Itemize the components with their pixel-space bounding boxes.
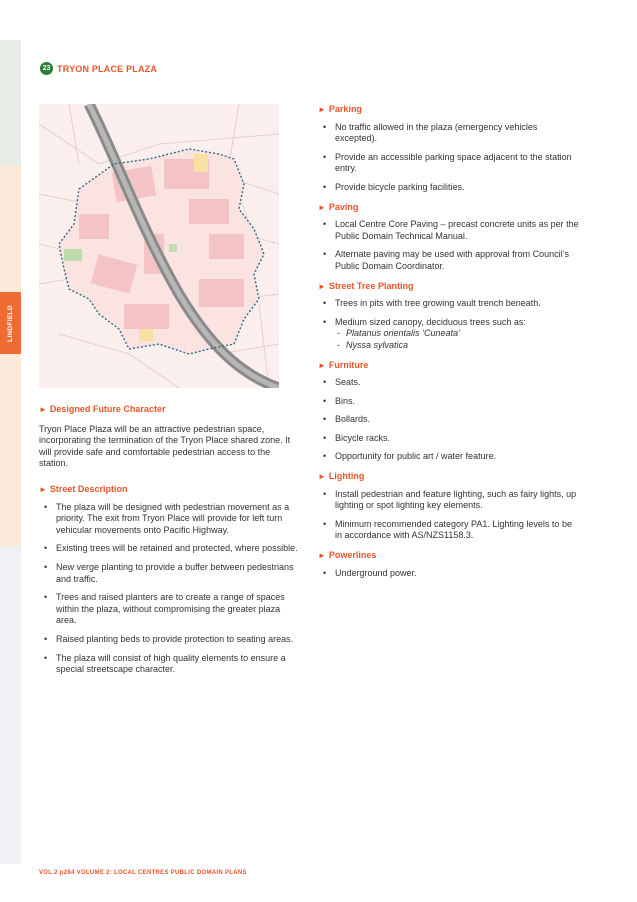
list-item: • No traffic allowed in the plaza (emergency vehicles excepted).: [318, 122, 580, 145]
list-item: • New verge planting to provide a buffer between pedestrians and traffic.: [39, 562, 301, 585]
play-arrow-icon: ►: [318, 281, 326, 291]
section-street-description: [39, 484, 301, 676]
side-tab-band: [0, 40, 21, 165]
section-heading: ► Street Tree Planting: [318, 280, 414, 291]
section-paragraph: Tryon Place Plaza will be an attractive pedestrian space, incorporating the termination of the Tryon Place shared zone. It will provide safe and comfortable pedestrian access to the station.: [39, 423, 291, 469]
plaza-location-map: [39, 104, 279, 388]
play-arrow-icon: ►: [318, 360, 326, 370]
section-heading: ► Lighting: [318, 471, 365, 482]
page-header: [40, 62, 157, 75]
right-column: [318, 104, 580, 587]
section-parking: [318, 104, 580, 194]
section-furniture: [318, 360, 580, 464]
list-item: • Provide bicycle parking facilities.: [318, 182, 580, 194]
section-street-tree-planting: [318, 281, 580, 352]
list-item: • Bins.: [318, 396, 580, 408]
side-tab-band: [0, 354, 21, 546]
list-item: • The plaza will consist of high quality elements to ensure a special streetscape character.: [39, 653, 301, 676]
page-footer: VOL.2 p284 VOLUME 2: LOCAL CENTRES PUBLIC DOMAIN PLANS: [39, 870, 247, 876]
list-item: • Underground power.: [318, 568, 580, 580]
side-tab-band: [0, 165, 21, 295]
section-heading: ► Powerlines: [318, 550, 377, 561]
play-arrow-icon: ►: [318, 472, 326, 482]
play-arrow-icon: ►: [318, 202, 326, 212]
bullet-list: [318, 219, 580, 272]
section-number-badge: 23: [40, 62, 53, 75]
list-item: • Local Centre Core Paving – precast concrete units as per the Public Domain Technical Manual.: [318, 219, 580, 242]
bullet-list: [318, 489, 580, 542]
list-item: • Minimum recommended category PA1. Lighting levels to be in accordance with AS/NZS1158.3.: [318, 519, 580, 542]
side-tab-label-wrap: [0, 292, 21, 354]
section-heading: ► Designed Future Character: [39, 404, 166, 414]
section-heading: ► Parking: [318, 104, 362, 114]
bullet-list: [318, 568, 580, 580]
list-item: • The plaza will be designed with pedestrian movement as a priority. The exit from Tryon Place will provide for left turn vehicular movements onto Pacific Highway.: [39, 502, 301, 537]
list-item-text: • Medium sized canopy, deciduous trees such as:: [335, 316, 526, 327]
section-powerlines: [318, 550, 580, 579]
list-item: [318, 317, 580, 352]
list-item: • Trees and raised planters are to create a range of spaces within the plaza, without compromising the greater plaza area.: [39, 592, 301, 627]
list-item: • Provide an accessible parking space adjacent to the station entry.: [318, 152, 580, 175]
section-lighting: [318, 471, 580, 542]
section-heading: ► Street Description: [39, 483, 128, 494]
bullet-list: [318, 122, 580, 194]
play-arrow-icon: ►: [39, 484, 47, 494]
left-column: [39, 404, 301, 684]
section-paving: [318, 202, 580, 273]
bullet-list: [39, 502, 301, 676]
section-designed-future-character: [39, 404, 301, 470]
section-heading: ► Furniture: [318, 359, 369, 370]
list-item: • Install pedestrian and feature lighting, such as fairy lights, up lighting or spot lighting key elements.: [318, 489, 580, 512]
side-tab-band: [0, 546, 21, 864]
play-arrow-icon: ►: [318, 551, 326, 561]
tree-species: - Platanus orientalis ‘Cuneata’: [337, 328, 461, 339]
bullet-list: [318, 298, 580, 351]
play-arrow-icon: ►: [318, 105, 326, 114]
list-item: • Raised planting beds to provide protection to seating areas.: [39, 634, 301, 646]
list-item: • Alternate paving may be used with approval from Council’s Public Domain Coordinator.: [318, 249, 580, 272]
tree-species: - Nyssa sylvatica: [337, 339, 409, 350]
play-arrow-icon: ►: [39, 405, 47, 414]
list-item: • Seats.: [318, 377, 580, 389]
side-tab-label: LINDFIELD: [7, 304, 14, 342]
list-item: • Bicycle racks.: [318, 433, 580, 445]
section-heading: ► Paving: [318, 201, 359, 212]
bullet-list: [318, 377, 580, 463]
page-title: TRYON PLACE PLAZA: [57, 63, 158, 74]
list-item: • Opportunity for public art / water feature.: [318, 451, 580, 463]
list-item: • Existing trees will be retained and protected, where possible.: [39, 543, 301, 555]
map-illustration: [39, 104, 279, 388]
list-item: • Trees in pits with tree growing vault trench beneath.: [318, 298, 580, 310]
list-item: • Bollards.: [318, 414, 580, 426]
